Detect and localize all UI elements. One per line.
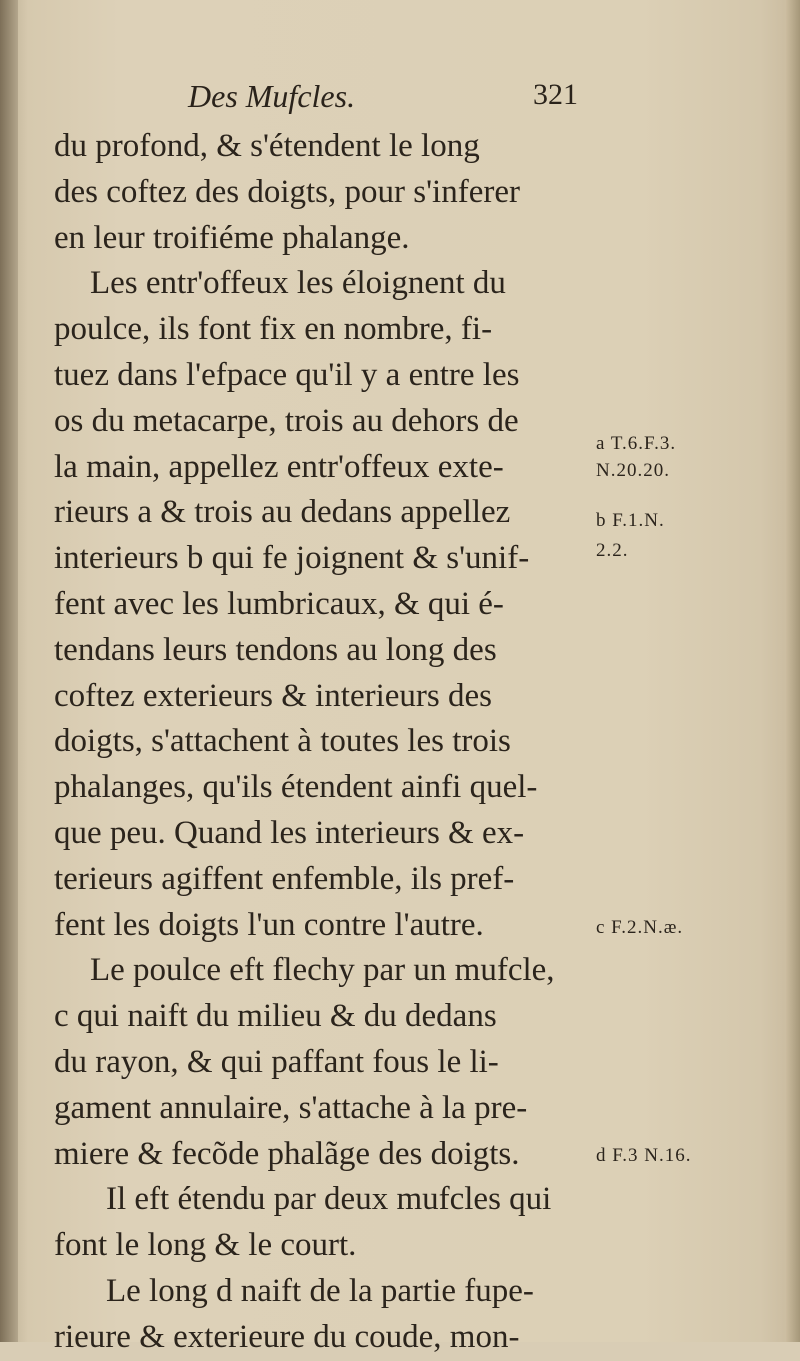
text-line: la main, appellez entr'offeux exte-	[54, 448, 504, 485]
text-line: terieurs agiffent enfemble, ils pref-	[54, 860, 515, 897]
text-line: os du metacarpe, trois au dehors de	[54, 402, 519, 439]
text-line: que peu. Quand les interieurs & ex-	[54, 814, 525, 851]
binding-gutter	[0, 0, 18, 1342]
text-line: Le poulce eft flechy par un mufcle,	[90, 952, 555, 989]
text-line: du profond, & s'étendent le long	[54, 128, 480, 164]
page-number: 321	[533, 78, 578, 111]
text-line: tendans leurs tendons au long des	[54, 631, 497, 668]
text-line: gament annulaire, s'attache à la pre-	[54, 1089, 528, 1126]
text-line: Les entr'offeux les éloignent du	[90, 265, 506, 302]
text-line: des coftez des doigts, pour s'inferer	[54, 173, 520, 210]
text-line: poulce, ils font fix en nombre, fi-	[54, 311, 493, 348]
text-line: du rayon, & qui paffant fous le li-	[54, 1043, 499, 1080]
text-line: fent avec les lumbricaux, & qui é-	[54, 585, 504, 622]
margin-note: b F.1.N.	[596, 510, 665, 531]
text-line: miere & fecõde phalãge des doigts.	[54, 1135, 520, 1172]
page-header	[188, 78, 578, 124]
text-line: font le long & le court.	[54, 1227, 357, 1264]
margin-notes	[596, 0, 786, 1342]
text-line: Il eft étendu par deux mufcles qui	[106, 1181, 552, 1218]
text-line: rieure & exterieure du coude, mon-	[54, 1318, 520, 1355]
margin-note: 2.2.	[596, 540, 629, 561]
text-line: fent les doigts l'un contre l'autre.	[54, 906, 484, 943]
running-head: Des Mufcles.	[188, 78, 356, 114]
text-line: en leur troifiéme phalange.	[54, 219, 410, 256]
margin-note: c F.2.N.æ.	[596, 917, 684, 938]
text-line: c qui naift du milieu & du dedans	[54, 998, 497, 1035]
text-line: tuez dans l'efpace qu'il y a entre les	[54, 356, 520, 393]
margin-note: d F.3 N.16.	[596, 1145, 692, 1166]
text-line: doigts, s'attachent à toutes les trois	[54, 723, 511, 760]
margin-note: a T.6.F.3.	[596, 433, 677, 454]
text-line: rieurs a & trois au dedans appellez	[54, 494, 511, 531]
margin-note: N.20.20.	[596, 460, 670, 481]
text-line: Le long d naift de la partie fupe-	[106, 1272, 534, 1309]
text-line: coftez exterieurs & interieurs des	[54, 677, 492, 714]
body-text	[54, 124, 614, 1361]
text-line: phalanges, qu'ils étendent ainfi quel-	[54, 769, 538, 806]
text-line: interieurs b qui fe joignent & s'unif-	[54, 540, 530, 577]
page-edge	[786, 0, 800, 1342]
